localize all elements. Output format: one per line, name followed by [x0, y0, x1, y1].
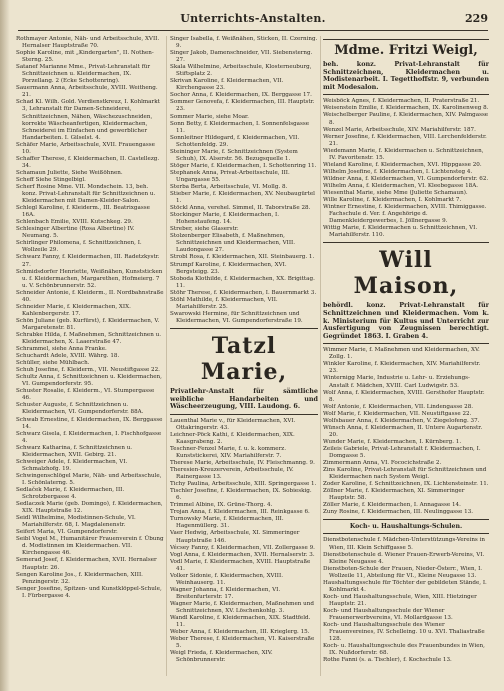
directory-entry: Swarowski Hermine, für Schnittzeichnen und Kleidermachen, VI. Gumpendorferstraße 19. — [170, 310, 303, 324]
directory-entry: Stöger Marie, f. Kleidermachen, I. Schottenring 11. — [170, 162, 317, 169]
directory-entry: Schlesinger Albertine (Rosa Albertine) IV. Neumang. 5. — [16, 226, 135, 240]
page-header — [18, 12, 488, 31]
directory-entry: Schultz Anna, f. Schnittzeichnen u. Kleidermachen, VI. Gumpendorferstr. 95. — [16, 374, 162, 388]
page-shadow — [0, 0, 10, 691]
directory-entry: Dienstboten-Schule der Frauen, Nieder-Österr., Wien, I. Wollzeile 11, Abteilung für VI., Kleine Neugasse 13. — [323, 565, 483, 579]
directory-entry: Weber Therese, f. Kleidermachen, VI. Kaiserstraße 5. — [170, 636, 315, 650]
ad-rule-top — [170, 328, 318, 329]
directory-entry: Schneider Marie, f. Kleidermachen, XIX. Kahlenbergerstr. 17. — [16, 303, 131, 317]
directory-entry: Schuster Rosalie, f. Kleiderm., VI. Stumpergasse 46. — [16, 388, 155, 402]
directory-entry: Dienstbotenschule f. Mädchen-Unterstützungs-Vereins in Wien, III. Klein Schiffgasse 5. — [323, 537, 485, 551]
directory-entry: Senger Josefine, Spitzen- und Kunstklöppel-Schule, I. Fürbergasse 4. — [16, 585, 162, 599]
directory-entry: Vogl Anna, f. Kleidermachen, XVII. Hernalserstr. 3. — [170, 551, 315, 558]
page-number: 229 — [465, 12, 488, 25]
column-2-top — [170, 36, 318, 325]
ad-rule-top — [323, 242, 489, 243]
directory-entry: Volker Sidonie, f. Kleidermachen, XVIII. Weinhauserg. 11. — [170, 572, 283, 586]
directory-entry: Theresien-Kreuzerverein, Arbeitsschule, IV. Rainergasse 13. — [170, 467, 294, 481]
directory-entry: Stoboda Klothilde, f. Kleidermachen, XX. Brigittag. 11. — [170, 275, 315, 289]
directory-entry: Winkler Karoline, f. Kleidermachen, XIV. Mariahilferstr. 23. — [323, 361, 481, 375]
directory-entry: Sommer Marie, siehe Moar. — [170, 113, 249, 120]
ad-will-name: Will Maison, — [353, 247, 459, 300]
directory-entry: Seifert Maria, VI. Gumpendorferstr. — [16, 529, 118, 536]
directory-entry: Trimmel Albine, IX. Grüne-Thorg. 4. — [170, 502, 273, 509]
ad-weigl-name: Mdme. Fritzi Weigl, — [334, 43, 478, 58]
directory-entry: Koch- und Haushaltungsschule der Wiener Frauenerwerbvereins, VI. Mollardgasse 13. — [323, 607, 453, 621]
directory-entry: Schlenbach Emilie, XVIII. Kutschkeg. 29. — [16, 219, 133, 226]
column-3 — [323, 36, 489, 684]
column-3-part-a — [323, 98, 489, 239]
directory-entry: Teschner-Fenzel Marie, f. u. k. kommerz. Kunststickerei, XIV. Mariahilferstr. 7. — [170, 445, 287, 459]
directory-entry: Wille Karoline, f. Kleidermachen, I. Kohlmarkt 7. — [323, 197, 462, 204]
directory-entry: Singer Jakob, Damenschneider, VII. Siebensterng. 27. — [170, 50, 313, 64]
ad-rule-bottom — [170, 414, 318, 415]
directory-entry: Koch- u. Haushaltungsschule des Frauenbundes in Wien, IX. Nußdorferstr. 68. — [323, 643, 485, 657]
directory-entry: Zimmermann Anna, VI. Fococichstraße 2. — [323, 460, 442, 467]
directory-entry: Lauenthal Marie v., für Kleidermachen, XVI. Ottakringerstr. 43. — [170, 417, 296, 431]
directory-entry: Schaffer Therese, f. Kleidermachen, II. Castellezg. 34. — [16, 155, 160, 169]
directory-entry: Seidl Wilhelmine, Modistinnen-Schule, VI. Mariahilferstr. 68, I. Magdalenenstr. — [16, 515, 136, 529]
column-1 — [16, 36, 164, 684]
directory-entry: Wiedemann Marie, f. Kleidermachen u. Schnittzeichnen, IV. Favoritenstr. 15. — [323, 147, 484, 161]
directory-entry: Weischelberger Pauline, f. Kleidermachen, XIV. Palmgasse 8. — [323, 112, 489, 126]
directory-entry: Schwab Ernestine, f. Kleidermachen, IX. Berggasse 14. — [16, 416, 163, 430]
directory-entry: Weigl Frieda, f. Kleidermachen, XIV. Schönbrunnerstr. — [170, 650, 273, 664]
directory-entry: Schad Kl. Wilh. Gold. Verdienstkreuz, I. Kohlmarkt 3, Lehranstalt für Damen-Schneiderei, Schnittzeichnen, Nähen, Wäschezuschneiden, korrekte Wäscheanfertigen, Kleidermachen, Schneiderei im Einfachen und gewerblicher Handarbeiten. I. Gilselst. 4. — [16, 99, 160, 141]
directory-entry: Koch- und Haushaltungsschule des Wiener Frauenvereines, IV. Schelleing. 10 u. XVI. Thaliastraße 128. — [323, 622, 485, 643]
directory-entry: Werner Josefine, f. Kleidermachen, VIII. Lerchenfelderstr. 21. — [323, 133, 487, 147]
directory-entry: Seibl Vogel M., Humanitärer Frauenverein f. Übung d. Modistinnen im Kleidermachen. VII. Kirchengasse 46. — [16, 536, 164, 557]
directory-entry: Sauermann Anna, Arbeitsschule, XVIII. Weitheng. 21. — [16, 85, 158, 99]
directory-entry: Zöllner Marie, f. Kleidermachen, XI. Simmeringer Hauptstr. 58. — [323, 488, 465, 502]
directory-entry: Wilhelm Anna, f. Kleidermachen, VI. Kleebegasse 18A. — [323, 182, 479, 189]
directory-entry: Wintner Ernestine, f. Kleidermachen, XVIII. Thimiggasse. Fachschule d. Ver. f. Angehörige d. Damenkleidergewerbes, I. Jöllnergasse 9. — [323, 204, 487, 225]
directory-entry: Sedlaczek Marie (geb. Domingo), f. Kleidermachen, XIX. Hauptstraße 12. — [16, 501, 163, 515]
directory-entry: Schüller, siehe Mühlbach. — [16, 360, 90, 367]
directory-entry: Stephanek Anna, Privat-Arbeitsschule, III. Ungargasse 55. — [170, 169, 290, 183]
directory-entry: Wiesenthal Marie, siehe Mme (Juliette Schamaun). — [323, 189, 468, 196]
directory-entry: Schneider Antonie, f. Kleiderm., II. Nordbahnstraße 40. — [16, 289, 164, 303]
directory-entry: Schrammel, siehe Anna Franke. — [16, 346, 107, 353]
directory-entry: Vodl Marie, f. Kleidermachen, XVIII. Hauptstraße 41. — [170, 558, 311, 572]
directory-entry: Stöhl Mathilde, f. Kleidermachen, VII. Mariahilferstr. 25. — [170, 296, 278, 310]
directory-entry: Zoder Karoline, f. Schnittzeichnen, IX. Lichtensteinstr. 11. — [323, 481, 489, 488]
ad-rule-top — [323, 39, 489, 40]
directory-entry: Steininger Marie, f. Schnittzeichnen (System Schuh), IX. Alserstr. 56. Bezugsquelle 1. — [170, 148, 298, 162]
directory-entry: Tichy Paulina, Arbeitsschule, XIII. Springergasse 1. — [170, 481, 317, 488]
ad-tatzl-name: Tatzl Marie, — [200, 332, 288, 385]
column-divider — [166, 36, 167, 676]
directory-entry: Wieland Karoline, f. Kleidermachen, XVI. Hippgasse 20. — [323, 161, 482, 168]
directory-entry: Stockinger Marie, f. Kleidermachen, I. Hohenstaufeng. 14. — [170, 212, 279, 226]
directory-entry: Schön Juliane (geb. Kurfürst), f. Kleidermachen, V. Margaretenstr. 81. — [16, 317, 160, 331]
directory-entry: Sonn Betty, f. Kleidermachen, I. Sonnenfelsgasse 11. — [170, 120, 310, 134]
column-2 — [170, 36, 318, 684]
directory-entry: Leichner-Pöck Kathi, f. Kleidermachen, XIX. Kaasgrabeng. 2. — [170, 431, 295, 445]
directory-entry: Zeileis Gabriele, Privat-Lehranstalt f. Kleidermachen, I. Domgasse 5. — [323, 445, 481, 459]
directory-entry: Schwingenschlögel Marie, Näh- und Arbeitsschule, I. Schönlaterng. 5. — [16, 472, 162, 486]
directory-entry: Schuh Josefine, f. Kleiderm., VII. Neustiftgasse 22. — [16, 367, 160, 374]
directory-entry: Satanef Marianne Mme., Privat-Lehranstalt für Schnittzeichnen u. Kleidermachen, IX. Porzellang. 2 (Ecke Schottenring). — [16, 64, 151, 85]
directory-entry: Sedlaček Marie, f. Kleidermachen, III. Schrotzbergasse 4. — [16, 487, 125, 501]
directory-entry: Scheff Siehe Stingelbigl. — [16, 176, 86, 183]
section-heading: Koch- u. Haushaltungs-Schulen. — [349, 523, 463, 531]
directory-entry: Scherf Rosine Mme. VII. Mondschein. 13, beh. konz. Privat-Lehranstalt für Schnittzeichnen u. Kleidermachen mit Damen-Kleider-Salon. — [16, 183, 156, 205]
directory-entry: Vaer Hedwig, Arbeitsschule, XI. Simmeringer Hauptstraße 146. — [170, 530, 300, 544]
directory-entry: Sophie Karoline, mit „Kindergarten", II. Nothen-Sterng. 25. — [16, 50, 154, 64]
directory-entry: Vécsey Fanny, f. Kleidermachen, VII. Zollergasse 9. — [170, 544, 315, 551]
directory-entry: Wolfsbauer Anna, f. Kleidermachen, V. Ziegelofeng. 37. — [323, 417, 480, 424]
directory-entry: Wünsch Anna, f. Kleidermachen, II. Untere Augartenstr. 20. — [323, 424, 483, 438]
directory-entry: Semerad Josef, f. Kleidermachen, XVII. Hernalser Hauptstr. 26. — [16, 557, 157, 571]
directory-entry: Schwarz Katharina, f. Schnittzeichnen u. Kleidermachen, XVII. Gebirg. 21. — [16, 444, 133, 458]
directory-entry: Schrabke Hilda, f. Maßnehmen, Schnittzeichnen u. Kleidermachen, X. Laaerstraße 47. — [16, 331, 161, 346]
directory-entry: Stolzenberger Elisabeth, f. Maßnehmen, Schnittzeichnen und Kleidermachen, VIII. Laudongasse 27. — [170, 233, 296, 254]
directory-entry: Rothe Fanni (s. a. Tischler), f. Kochschule 13. — [323, 657, 452, 664]
ad-rule-bottom — [323, 94, 489, 95]
section-rule — [323, 533, 489, 534]
ad-tatzl-text: Privatlehr-Anstalt für sämtliche weibliche Handarbeiten und Wäscheerzeugung, VIII. Laudong. 6. — [170, 386, 318, 411]
directory-entry: Wagner Marie, f. Kleidermachen, Maßnehmen und Schnittzeichnen, XV. Löschenkohlg. 3. — [170, 600, 314, 614]
directory-entry: Schwarz Fanny, f. Kleidermachen, III. Radetzkystr. 27. — [16, 254, 160, 268]
directory-entry: Schlegl Karoline, f. Kleiderm., III. Beatrixgasse 16A. — [16, 205, 150, 219]
directory-entry: Streber, siehe Glaserstr. — [170, 226, 239, 233]
directory-entry: Sonnleitner Hildegard, f. Kleidermachen, VII. Schottenfeldg. 29. — [170, 134, 300, 148]
directory-entry: Schweiger Adele, f. Kleidermachen, VI. Schmalzhofg. 19. — [16, 458, 128, 472]
section-rule — [323, 519, 489, 520]
directory-entry: Schmidsdorfer Henriette, Weißnähen, Kunststicken u. f. Kleidermachen, Margarethen, Hofmeierg. 7 u. V. Schönbrunnerstr. 52. — [16, 268, 163, 289]
directory-entry: Wimmer Marie, f. Maßnehmen und Kleidermachen, XV. Zollg. 1. — [323, 347, 480, 361]
directory-entry: Zins Karoline, Privat-Lehranstalt für Schnittzeichnen und Kleidermachen nach System Weigl. — [323, 467, 487, 481]
directory-entry: Sommer Genovefa, f. Kleidermachen, III. Hauptstr. 23. — [170, 99, 315, 113]
directory-entry: Wolf Antonie, f. Kleidermachen, VII. Lindengasse 28. — [323, 403, 474, 410]
directory-entry: Weisenstein Emilie, f. Kleidermachen, IX. Karolinenweg 8. — [323, 105, 489, 112]
directory-entry: Tischler Josefine, f. Kleidermachen, IX. Sobieskig. 6. — [170, 488, 312, 502]
directory-entry: Koch- und Haushaltungsschule, Wien, XIII. Hietzinger Hauptstr. 21. — [323, 593, 477, 607]
directory-entry: Haushaltungsschule für Töchter der gebildeten Stände, I. Kohlmarkt 4. — [323, 579, 487, 593]
directory-entry: Skrivan Karoline, f. Kleidermachen, VII. Kirchengasse 23. — [170, 78, 284, 92]
column-2-bottom — [170, 418, 318, 665]
directory-entry: Wolf Marie, f. Kleidermachen, VII. Neustiftgasse 22. — [323, 410, 472, 417]
directory-entry: Singer Isabella, f. Weißnähen, Sticken, II. Czerning. 9. — [170, 36, 318, 50]
directory-entry: Wolf Anna, f. Kleidermachen, XVIII. Gersthofer Hauptstr. 8. — [323, 389, 485, 403]
column-3-part-b — [323, 347, 489, 516]
column-3-part-c — [323, 537, 489, 664]
ad-weigl-text: beh. konz. Privat-Lehranstalt für Schnittzeichnen, Kleidermachen u. Modistenarbeit. I. Tegetthoffstr. 9, verbunden mit Modesalon. — [323, 60, 489, 91]
ad-rule-bottom — [323, 343, 489, 344]
directory-entry: Wandl Karoline, f. Kleidermachen, XIX. Stadtfeld. 11. — [170, 615, 311, 629]
directory-entry: Strobl Rosa, f. Kleidermachen, XII. Steinbauerg. 1. — [170, 254, 315, 261]
directory-entry: Zöller Marie, f. Kleidermachen, I. Annagasse 14. — [323, 502, 461, 509]
directory-entry: Wildner Anna, f. Kleidermachen, VI. Gumpendorferstr. 62. — [323, 175, 489, 182]
directory-entry: Wittig Marie, f. Kleidermachen u. Schnittzeichnen, VI. Mariahilferstr. 110. — [323, 225, 478, 239]
directory-entry: Wenzel Marie, Arbeitsschule, XIV. Mariahilferstr. 187. — [323, 126, 476, 133]
directory-entry: Dienstbotenschule d. Wiener Frauen-Erwerb-Vereins, VI. Kleine Neugasse 4. — [323, 551, 485, 565]
directory-entry: Strumpf Karoline, f. Kleidermachen, XVI. Bergsteigg. 23. — [170, 261, 287, 275]
directory-entry: Schuster Auguste, f. Schnittzeichnen u. Kleidermachen, VI. Gumpendorferstr. 88A. — [16, 402, 144, 416]
directory-entry: Schäfer Marie, Arbeitsschule, XVII. Frauengasse 10. — [16, 141, 155, 155]
directory-entry: Schuchardt Adele, XVIII. Währg. 18. — [16, 353, 120, 360]
directory-entry: Winternigg Marie, Industrie u. Lehr- u. Erziehungs-Anstalt f. Mädchen, XVIII. Carl Ludwigstr. 53. — [323, 375, 470, 389]
directory-entry: Stöhr Therese, f. Kleidermachen, I. Bauernmarkt 3. — [170, 289, 317, 296]
directory-entry: Wilhelm Josefine, f. Kleidermachen, I. Lichtensteg 4. — [323, 168, 473, 175]
directory-entry: Turnowsky Marie, f. Kleidermachen, III. Hagenmüllerg. 31. — [170, 516, 284, 530]
directory-entry: Weber Anna, f. Kleidermachen, III. Krieglerg. 15. — [170, 629, 310, 636]
directory-entry: Schwarz Gisela, f. Kleidermachen, I. Fischhofgasse 4. — [16, 430, 162, 444]
directory-entry: Sengen Karoline Jos., f. Kleidermachen, XIII. Penzingerstr. 32. — [16, 571, 143, 585]
directory-entry: Sterba Berta, Arbeitsschule, VI. Mollg. 8. — [170, 183, 288, 190]
directory-entry: Zuny Rosine, f. Kleidermachen, III. Neulinggasse 13. — [323, 509, 474, 516]
page-title: Unterrichts-Anstalten. — [180, 12, 326, 25]
column-divider — [320, 36, 321, 676]
directory-entry: Therese Marie, Arbeitsschule, IV. Fleischmanng. 9. — [170, 459, 315, 466]
ad-will-text: behördl. konz. Privat-Lehranstalt für Schnittzeichnen und Kleidermachen. Vom k. k. Ministerium für Kultus und Unterricht zur Ausfertigung von Zeugnissen berechtigt. Gegründet 1863. I. Graben 4. — [323, 301, 489, 340]
directory-entry: Stieber Marie, f. Kleidermachen, XV. Neubaugürtel 1. — [170, 191, 315, 205]
directory-entry: Stöckl Anna, verehel. Simmel, II. Taborstraße 28. — [170, 205, 311, 212]
directory-entry: Skala Wilhelmine, Arbeitsschule, Klosterneuburg, Stiftsplatz 2. — [170, 64, 312, 78]
directory-entry: Trojan Anna, f. Kleidermachen, III. Reinkgasse 6. — [170, 509, 310, 516]
directory-entry: Schamaun Juliette, Siehe Weißöhnen. — [16, 169, 123, 176]
directory-entry: Schirlinger Philomena, f. Schnittzeichnen, I. Wollzeile 29. — [16, 240, 142, 254]
directory-entry: Sochor Anna, f. Kleidermachen, IX. Berggasse 17. — [170, 92, 312, 99]
directory-entry: Weisböck Agnes, f. Kleidermachen, II. Praterstraße 21. — [323, 98, 480, 105]
directory-entry: Rothmayer Antonie, Näh- und Arbeitsschule, XVII. Hernalser Hauptstraße 70. — [16, 36, 160, 50]
directory-entry: Wunder Marie, f. Kleidermachen, I. Kürnberg. 1. — [323, 438, 462, 445]
directory-entry: Wagner Johanna, f. Kleidermachen, VI. Breitenfurterstr. 17. — [170, 586, 281, 600]
